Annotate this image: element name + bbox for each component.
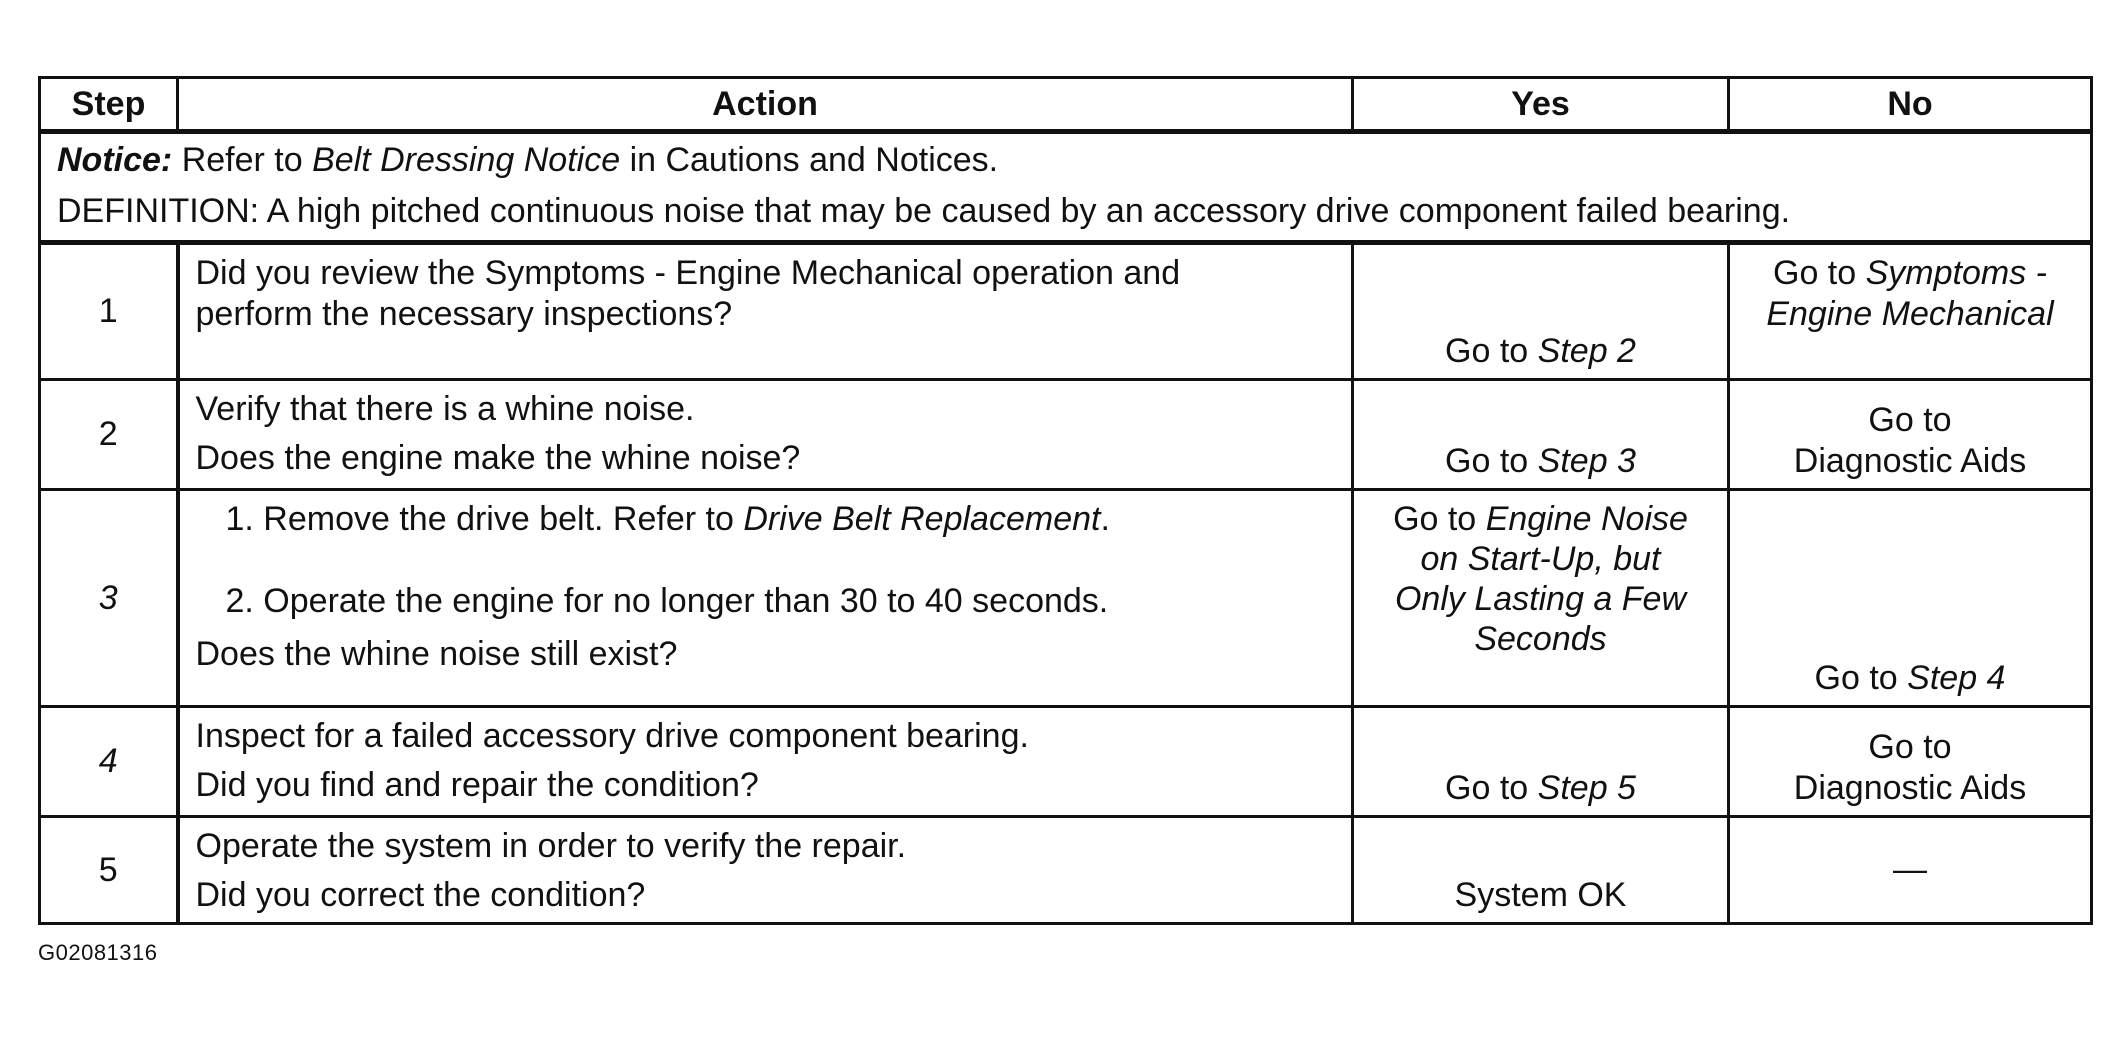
no-cell bbox=[1729, 817, 2092, 924]
step-number: 1 bbox=[40, 243, 178, 380]
notice-row bbox=[40, 132, 2092, 243]
table-row bbox=[40, 817, 2092, 924]
no-prefix: Go to bbox=[1814, 659, 1898, 697]
table-row bbox=[40, 707, 2092, 817]
notice-line bbox=[57, 140, 2074, 181]
item-link: Drive Belt Replacement bbox=[743, 500, 1101, 538]
action-text: Operate the system in order to verify the repair. bbox=[195, 827, 907, 865]
yes-prefix: Go to bbox=[1445, 769, 1529, 807]
action-question: Does the whine noise still exist? bbox=[195, 635, 678, 673]
action-cell bbox=[178, 817, 1353, 924]
no-cell bbox=[1729, 380, 2092, 490]
table-row bbox=[40, 380, 2092, 490]
action-text: Did you find and repair the condition? bbox=[195, 766, 759, 804]
list-item: 2. Operate the engine for no longer than 30 to 40 seconds. bbox=[225, 582, 1109, 620]
no-line: Go to bbox=[1868, 401, 1952, 439]
action-cell bbox=[178, 490, 1353, 707]
yes-prefix: Go to bbox=[1393, 500, 1477, 538]
step-number: 2 bbox=[40, 380, 178, 490]
action-text: Does the engine make the whine noise? bbox=[195, 439, 801, 477]
no-line: Go to bbox=[1868, 728, 1952, 766]
no-text: — bbox=[1893, 850, 1927, 889]
yes-prefix: Go to bbox=[1445, 442, 1529, 480]
header-yes: Yes bbox=[1353, 78, 1729, 132]
header-action: Action bbox=[178, 78, 1353, 132]
notice-text-after: in Cautions and Notices. bbox=[629, 141, 999, 179]
diagnostic-table-container bbox=[38, 76, 2090, 925]
yes-link: Step 5 bbox=[1537, 769, 1636, 807]
action-text: perform the necessary inspections? bbox=[195, 295, 733, 333]
yes-text: System OK bbox=[1454, 876, 1627, 914]
list-item bbox=[196, 499, 1336, 540]
action-text: Inspect for a failed accessory drive component bearing. bbox=[195, 717, 1029, 755]
no-cell bbox=[1729, 707, 2092, 817]
step-number bbox=[40, 707, 178, 817]
header-row bbox=[40, 78, 2092, 132]
table-row bbox=[40, 490, 2092, 707]
step-number-text: 4 bbox=[98, 742, 118, 780]
figure-code: G02081316 bbox=[38, 940, 158, 965]
no-link: Step 4 bbox=[1907, 659, 2006, 697]
yes-cell bbox=[1353, 707, 1729, 817]
yes-link: Only Lasting a Few bbox=[1394, 580, 1687, 618]
step-number bbox=[40, 490, 178, 707]
step-number-text: 3 bbox=[98, 578, 118, 617]
definition-text: DEFINITION: A high pitched continuous noise that may be caused by an accessory drive component failed bearing. bbox=[57, 192, 1791, 230]
notice-cell bbox=[40, 132, 2092, 243]
yes-link: Step 2 bbox=[1537, 332, 1636, 370]
header-step: Step bbox=[40, 78, 178, 132]
yes-link: Engine Noise bbox=[1485, 500, 1688, 538]
header-no: No bbox=[1729, 78, 2092, 132]
action-text: Did you correct the condition? bbox=[195, 876, 646, 914]
notice-label: Notice: bbox=[57, 141, 173, 179]
yes-prefix: Go to bbox=[1445, 332, 1529, 370]
diagnostic-table bbox=[38, 76, 2093, 925]
notice-link: Belt Dressing Notice bbox=[312, 141, 621, 179]
yes-cell bbox=[1353, 490, 1729, 707]
item-suffix: . bbox=[1100, 500, 1110, 538]
no-link: Symptoms - bbox=[1865, 254, 2047, 292]
no-cell bbox=[1729, 243, 2092, 380]
yes-cell bbox=[1353, 380, 1729, 490]
action-text: Verify that there is a whine noise. bbox=[195, 390, 695, 428]
no-line: Diagnostic Aids bbox=[1793, 769, 2027, 807]
action-text: Did you review the Symptoms - Engine Mechanical operation and bbox=[195, 254, 1181, 292]
yes-cell bbox=[1353, 243, 1729, 380]
yes-link: Seconds bbox=[1474, 620, 1607, 658]
action-cell bbox=[178, 243, 1353, 380]
action-cell bbox=[178, 707, 1353, 817]
action-cell bbox=[178, 380, 1353, 490]
yes-cell bbox=[1353, 817, 1729, 924]
no-prefix: Go to bbox=[1773, 254, 1857, 292]
no-line: Diagnostic Aids bbox=[1793, 442, 2027, 480]
table-row bbox=[40, 243, 2092, 380]
yes-link: on Start-Up, but bbox=[1420, 540, 1661, 578]
yes-link: Step 3 bbox=[1537, 442, 1636, 480]
step-number: 5 bbox=[40, 817, 178, 924]
no-link: Engine Mechanical bbox=[1766, 295, 2054, 333]
item-text: 1. Remove the drive belt. Refer to bbox=[225, 500, 734, 538]
notice-text-before: Refer to bbox=[181, 141, 303, 179]
no-cell bbox=[1729, 490, 2092, 707]
